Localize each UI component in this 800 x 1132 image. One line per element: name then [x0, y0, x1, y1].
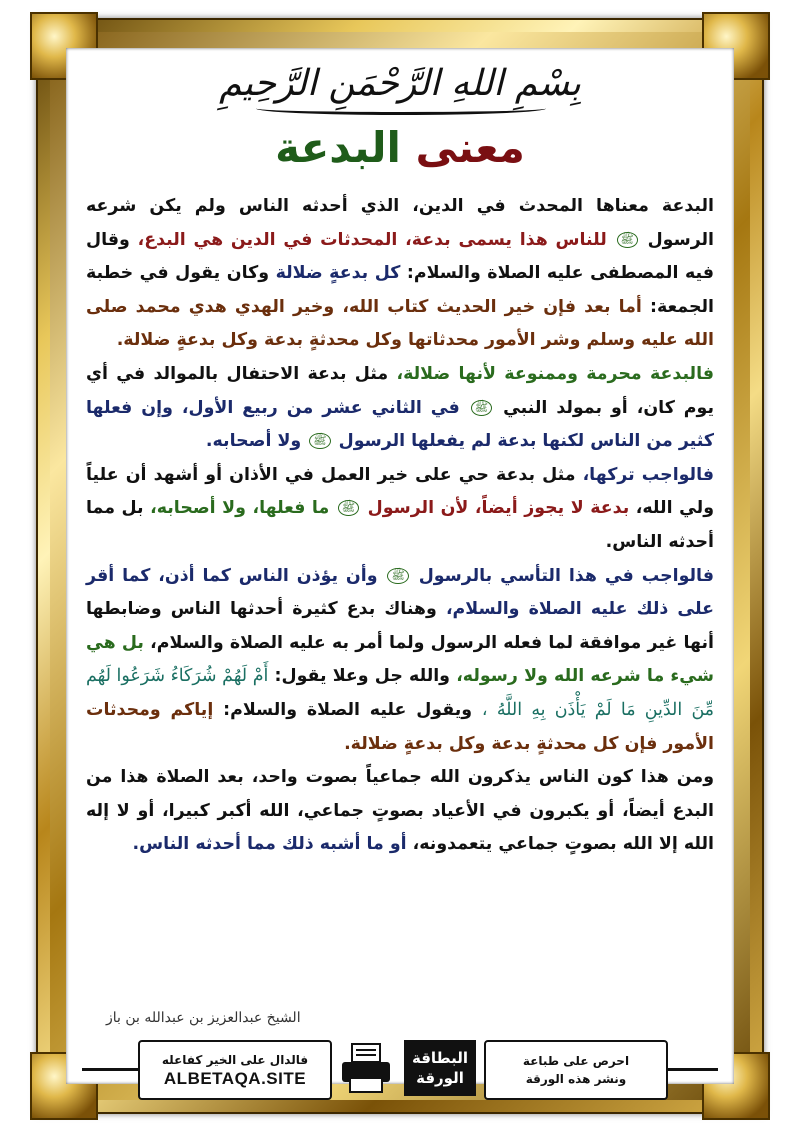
quran-verse: أَمْ لَهُمْ شُرَكَاءُ شَرَعُوا لَهُم مِّنَ الدِّينِ مَا لَمْ يَأْذَن بِهِ اللَّهُ ،: [86, 666, 714, 720]
honorific-icon: ﷺ: [387, 568, 408, 584]
text-span: وكان يقول في خطبة الجمعة:: [86, 263, 714, 317]
printer-icon: [338, 1042, 394, 1094]
text-span: ويقول عليه الصلاة والسلام:: [223, 699, 473, 720]
honorific-icon: ﷺ: [471, 400, 492, 416]
footer-bar: [82, 1040, 718, 1098]
footer-print-line-1: احرص على طباعة: [522, 1054, 630, 1068]
paragraph-4: [86, 560, 714, 762]
paragraph-1: [86, 190, 714, 358]
text-span: ومن هذا كون الناس يذكرون الله جماعياً بصوت واحد، بعد الصلاة هذا من البدع أيضاً، أو يكبرون في الأعياد بصوتٍ جماعي، الله أكبر كبيرا، أو لا إله الله إلا الله بصوتٍ جماعي يتعمدونه،: [86, 767, 714, 855]
text-span: والله جل وعلا يقول:: [274, 666, 450, 687]
text-span: للناس هذا يسمى بدعة، المحدثات في الدين هي البدع،: [137, 229, 607, 250]
footer-print-line-2: ونشر هذه الورقة: [525, 1072, 627, 1086]
site-link[interactable]: ALBETAQA.SITE: [163, 1069, 307, 1088]
text-span: وقال فيه المصطفى عليه الصلاة والسلام:: [86, 229, 714, 284]
basmala-calligraphy: بِسْمِ اللهِ الرَّحْمَنِ الرَّحِيمِ: [219, 63, 581, 104]
text-span: فالواجب في هذا التأسي بالرسول: [418, 565, 714, 586]
footer-divider: [82, 1068, 138, 1071]
text-span: مثل بدعة الاحتفال بالموالد في أي يوم كان، أو بمولد النبي: [86, 363, 714, 418]
text-span: ولا أصحابه.: [205, 431, 302, 452]
page-title: [66, 118, 734, 178]
text-span: فالبدعة محرمة وممنوعة لأنها ضلالة،: [396, 363, 714, 384]
text-span: بدعة لا يجوز أيضاً، لأن الرسول: [367, 498, 630, 519]
text-span: ما فعلها، ولا أصحابه،: [150, 498, 330, 519]
honorific-icon: ﷺ: [617, 232, 638, 248]
text-span: إياكم ومحدثات الأمور فإن كل محدثةٍ بدعة وكل بدعةٍ ضلالة.: [86, 699, 714, 754]
text-span: في الثاني عشر من ربيع الأول، وإن فعلها كثير من الناس لكنها بدعة لم يفعلها الرسول: [86, 397, 714, 452]
text-span: وأن يؤذن الناس كما أذن، كما أقر على ذلك عليه الصلاة والسلام،: [86, 565, 714, 620]
text-span: بل مما أحدثه الناس.: [86, 498, 714, 552]
honorific-icon: ﷺ: [338, 500, 359, 516]
paragraph-3: [86, 459, 714, 560]
author-attribution: الشيخ عبدالعزيز بن عبدالله بن باز: [106, 1010, 301, 1026]
article-body: [86, 190, 714, 862]
basmala-swash: [256, 102, 546, 115]
honorific-icon: ﷺ: [309, 433, 330, 449]
albetaqa-logo: البطاقة الورقة: [404, 1040, 476, 1096]
text-span: أو ما أشبه ذلك مما أحدثه الناس.: [132, 834, 407, 855]
footer-print-box: [484, 1040, 668, 1100]
paragraph-2: [86, 358, 714, 459]
paragraph-5: [86, 761, 714, 862]
text-span: أما بعد فإن خير الحديث كتاب الله، وخير الهدي هدي محمد صلى الله عليه وسلم وشر الأمور محدثاتها وكل محدثةٍ بدعة وكل بدعةٍ ضلالة.: [86, 296, 714, 351]
footer-divider: [666, 1068, 718, 1071]
footer-site-box: [138, 1040, 332, 1100]
text-span: البدعة معناها المحدث في الدين، الذي أحدثه الناس ولم يكن شرعه الرسول: [86, 196, 714, 250]
text-span: وهناك بدع كثيرة أحدثها الناس وضابطها أنها غير موافقة لما فعله الرسول ولما أمر به عليه الصلاة والسلام،: [86, 599, 714, 653]
title-word-1: معنى: [415, 123, 525, 172]
text-span: كل بدعةٍ ضلالة: [275, 263, 401, 284]
text-span: مثل بدعة حي على خير العمل في الأذان أو أشهد أن علياً ولي الله،: [86, 464, 714, 519]
text-span: بل هي شيء ما شرعه الله ولا رسوله،: [86, 632, 714, 687]
footer-slogan: فالدال على الخير كفاعله: [161, 1053, 309, 1067]
title-word-2: البدعة: [275, 123, 401, 172]
document-page: [66, 48, 734, 1084]
text-span: فالواجب تركها،: [582, 464, 715, 485]
